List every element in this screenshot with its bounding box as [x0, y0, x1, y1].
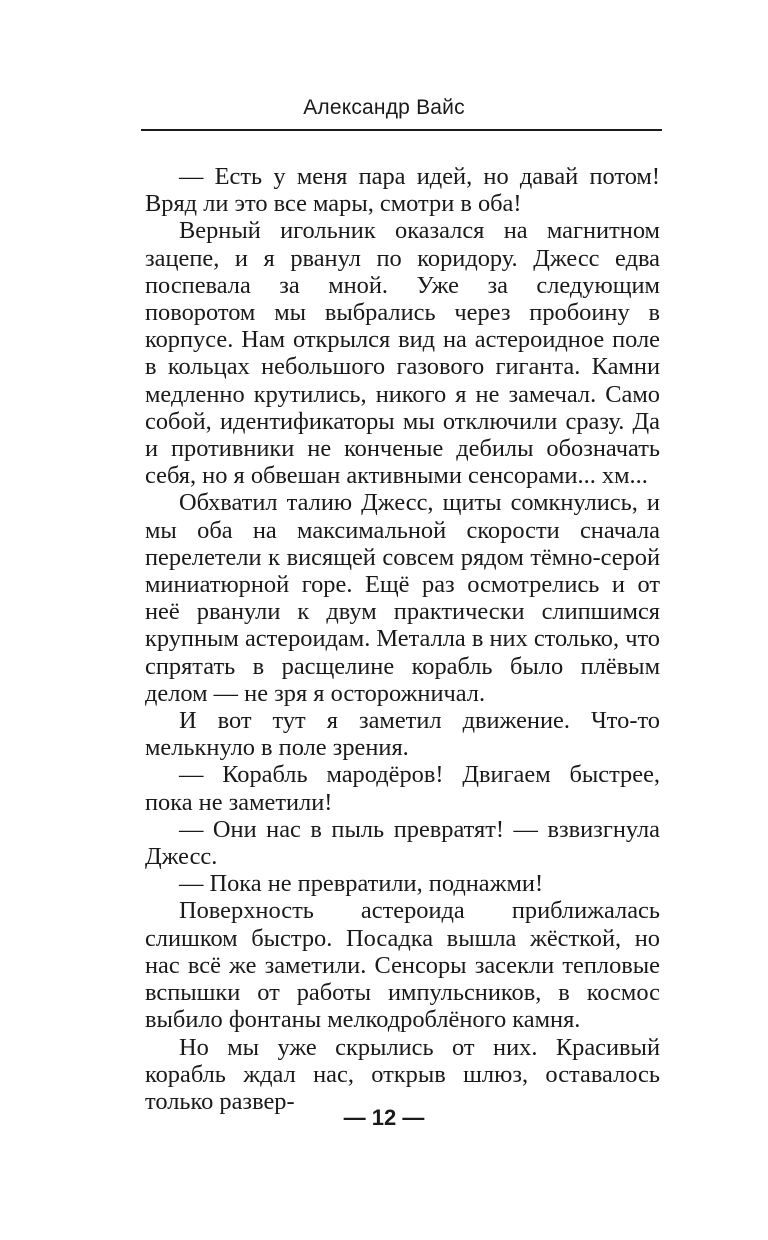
paragraph: — Есть у меня пара идей, но давай потом! Вряд ли это все мары, смотри в оба!: [145, 163, 660, 218]
paragraph: Верный игольник оказался на магнитном зацепе, и я рванул по коридору. Джесс едва поспевала за мной. Уже за следующим поворотом мы выбрались через пробоину в корпусе. Нам открылся вид на астероидное поле в кольцах небольшого газового гиганта. Камни медленно крутились, никого я не замечал. Само собой, идентификаторы мы отключили сразу. Да и противники не конченые дебилы обозначать себя, но я обвешан активными сенсорами... хм...: [145, 217, 660, 490]
paragraph: И вот тут я заметил движение. Что-то мелькнуло в поле зрения.: [145, 707, 660, 762]
paragraph: Но мы уже скрылись от них. Красивый корабль ждал нас, открыв шлюз, оставалось только развер-: [145, 1033, 660, 1115]
paragraph: Поверхность астероида приближалась слишком быстро. Посадка вышла жёсткой, но нас всё же заметили. Сенсоры засекли тепловые вспышки от работы импульсников, в космос выбило фонтаны мелкодроблёного камня.: [145, 897, 660, 1034]
header-rule: [141, 129, 662, 131]
paragraph: — Корабль мародёров! Двигаем быстрее, пока не заметили!: [145, 761, 660, 816]
paragraph: — Пока не превратили, поднажми!: [179, 870, 544, 898]
body-text: [145, 163, 660, 1115]
paragraph: Обхватил талию Джесс, щиты сомкнулись, и мы оба на максимальной скорости сначала перелетели к висящей совсем рядом тёмно-серой миниатюрной горе. Ещё раз осмотрелись и от неё рванули к двум практически слипшимся крупным астероидам. Металла в них столько, что спрятать в расщелине корабль было плёвым делом — не зря я осторожничал.: [145, 489, 660, 707]
running-head-author: Александр Вайс: [303, 96, 465, 119]
paragraph: — Они нас в пыль превратят! — взвизгнула Джесс.: [145, 815, 660, 871]
page-number: — 12 —: [343, 1105, 425, 1130]
